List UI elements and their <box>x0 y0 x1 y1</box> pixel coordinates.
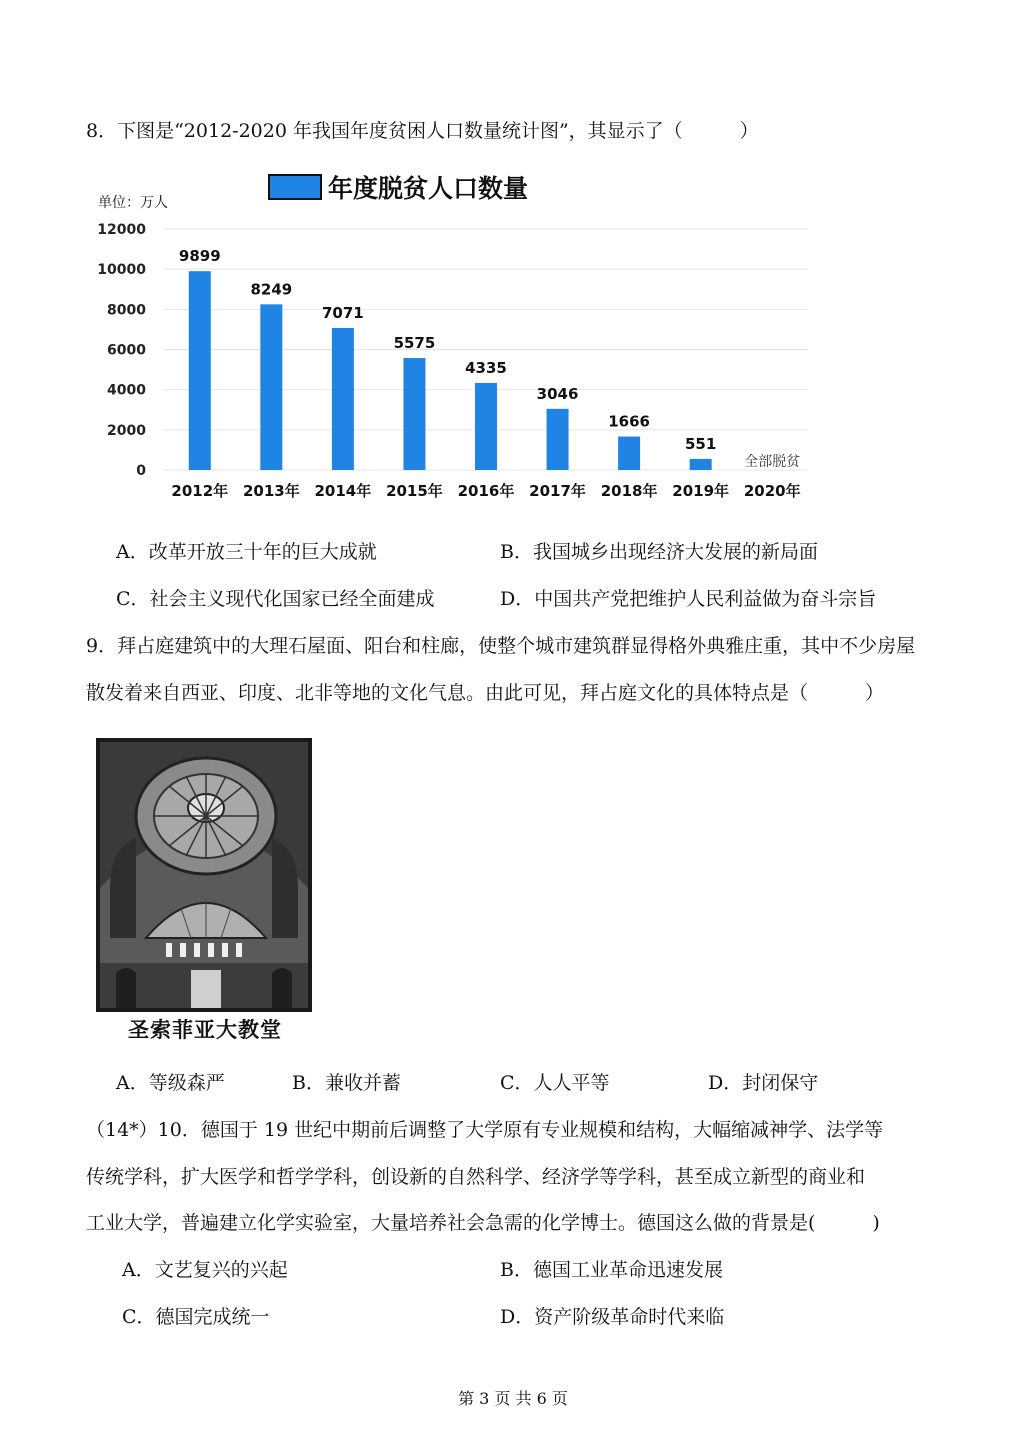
question-9-line-1: 9．拜占庭建筑中的大理石屋面、阳台和柱廊，使整个城市建筑群显得格外典雅庄重，其中不少房屋 <box>86 635 916 657</box>
bar-value-label: 551 <box>685 434 717 453</box>
x-tick-label: 2017年 <box>529 482 586 500</box>
x-tick-label: 2018年 <box>600 482 658 500</box>
hagia-sophia-photo <box>96 738 312 1012</box>
q10-option-c[interactable]: C．德国完成统一 <box>122 1306 270 1328</box>
bar <box>618 437 640 470</box>
bar-value-label: 8249 <box>250 280 293 299</box>
legend-swatch <box>269 175 321 199</box>
bar <box>547 409 569 470</box>
bar <box>332 328 354 470</box>
y-tick-label: 8000 <box>107 302 146 319</box>
question-9-line-2: 散发着来自西亚、印度、北非等地的文化气息。由此可见，拜占庭文化的具体特点是（ ） <box>86 682 885 704</box>
bar-value-label: 5575 <box>393 334 436 353</box>
q10-option-d[interactable]: D．资产阶级革命时代来临 <box>500 1306 725 1328</box>
q10-option-b[interactable]: B．德国工业革命迅速发展 <box>500 1259 723 1281</box>
question-10-line-2: 传统学科，扩大医学和哲学学科，创设新的自然科学、经济学等学科，甚至成立新型的商业和 <box>86 1166 866 1188</box>
x-tick-label: 2012年 <box>171 482 229 500</box>
bar <box>260 304 282 470</box>
annotation-2020: 全部脱贫 <box>744 454 801 470</box>
y-tick-label: 12000 <box>97 222 146 238</box>
bar-value-label: 7071 <box>322 303 364 322</box>
q9-option-b[interactable]: B．兼收并蓄 <box>292 1072 401 1094</box>
bar-value-label: 9899 <box>178 247 221 266</box>
bar-value-label: 4335 <box>465 358 507 377</box>
q9-option-d[interactable]: D．封闭保守 <box>708 1072 819 1094</box>
chart-svg <box>86 165 816 510</box>
q8-option-c[interactable]: C．社会主义现代化国家已经全面建成 <box>116 588 435 610</box>
q10-option-a[interactable]: A．文艺复兴的兴起 <box>122 1259 288 1281</box>
y-tick-label: 10000 <box>97 262 146 279</box>
question-8-stem: 8．下图是“2012-2020 年我国年度贫困人口数量统计图”，其显示了（ ） <box>86 120 759 142</box>
cathedral-dome-illustration <box>96 738 312 1012</box>
q8-option-b[interactable]: B．我国城乡出现经济大发展的新局面 <box>500 541 818 563</box>
y-tick-label: 4000 <box>107 382 146 399</box>
bar <box>475 383 497 470</box>
photo-caption: 圣索菲亚大教堂 <box>128 1018 282 1042</box>
q9-option-a[interactable]: A．等级森严 <box>116 1072 225 1094</box>
x-tick-label: 2014年 <box>314 482 372 500</box>
poverty-bar-chart <box>86 165 816 510</box>
y-tick-label: 6000 <box>107 342 146 359</box>
x-tick-label: 2019年 <box>672 482 730 500</box>
x-tick-label: 2016年 <box>457 482 515 500</box>
q8-option-a[interactable]: A．改革开放三十年的巨大成就 <box>116 541 377 563</box>
x-tick-label: 2013年 <box>242 482 300 500</box>
bar <box>403 358 425 470</box>
x-tick-label: 2020年 <box>743 482 801 500</box>
question-10-line-1: （14*）10．德国于 19 世纪中期前后调整了大学原有专业规模和结构，大幅缩减神学、法学等 <box>86 1119 884 1141</box>
q8-option-d[interactable]: D．中国共产党把维护人民利益做为奋斗宗旨 <box>500 588 877 610</box>
page-footer: 第 3 页 共 6 页 <box>458 1389 568 1408</box>
bar-value-label: 1666 <box>608 412 650 431</box>
y-tick-label: 0 <box>136 463 146 479</box>
q9-option-c[interactable]: C．人人平等 <box>500 1072 610 1094</box>
question-10-line-3: 工业大学，普遍建立化学实验室，大量培养社会急需的化学博士。德国这么做的背景是( ) <box>86 1212 880 1234</box>
chart-title: 年度脱贫人口数量 <box>328 174 529 203</box>
bar-value-label: 3046 <box>536 384 579 403</box>
bar <box>690 459 712 470</box>
x-tick-label: 2015年 <box>386 482 443 500</box>
y-tick-label: 2000 <box>107 422 146 439</box>
chart-unit-label: 单位：万人 <box>98 195 168 211</box>
bar <box>189 271 211 470</box>
